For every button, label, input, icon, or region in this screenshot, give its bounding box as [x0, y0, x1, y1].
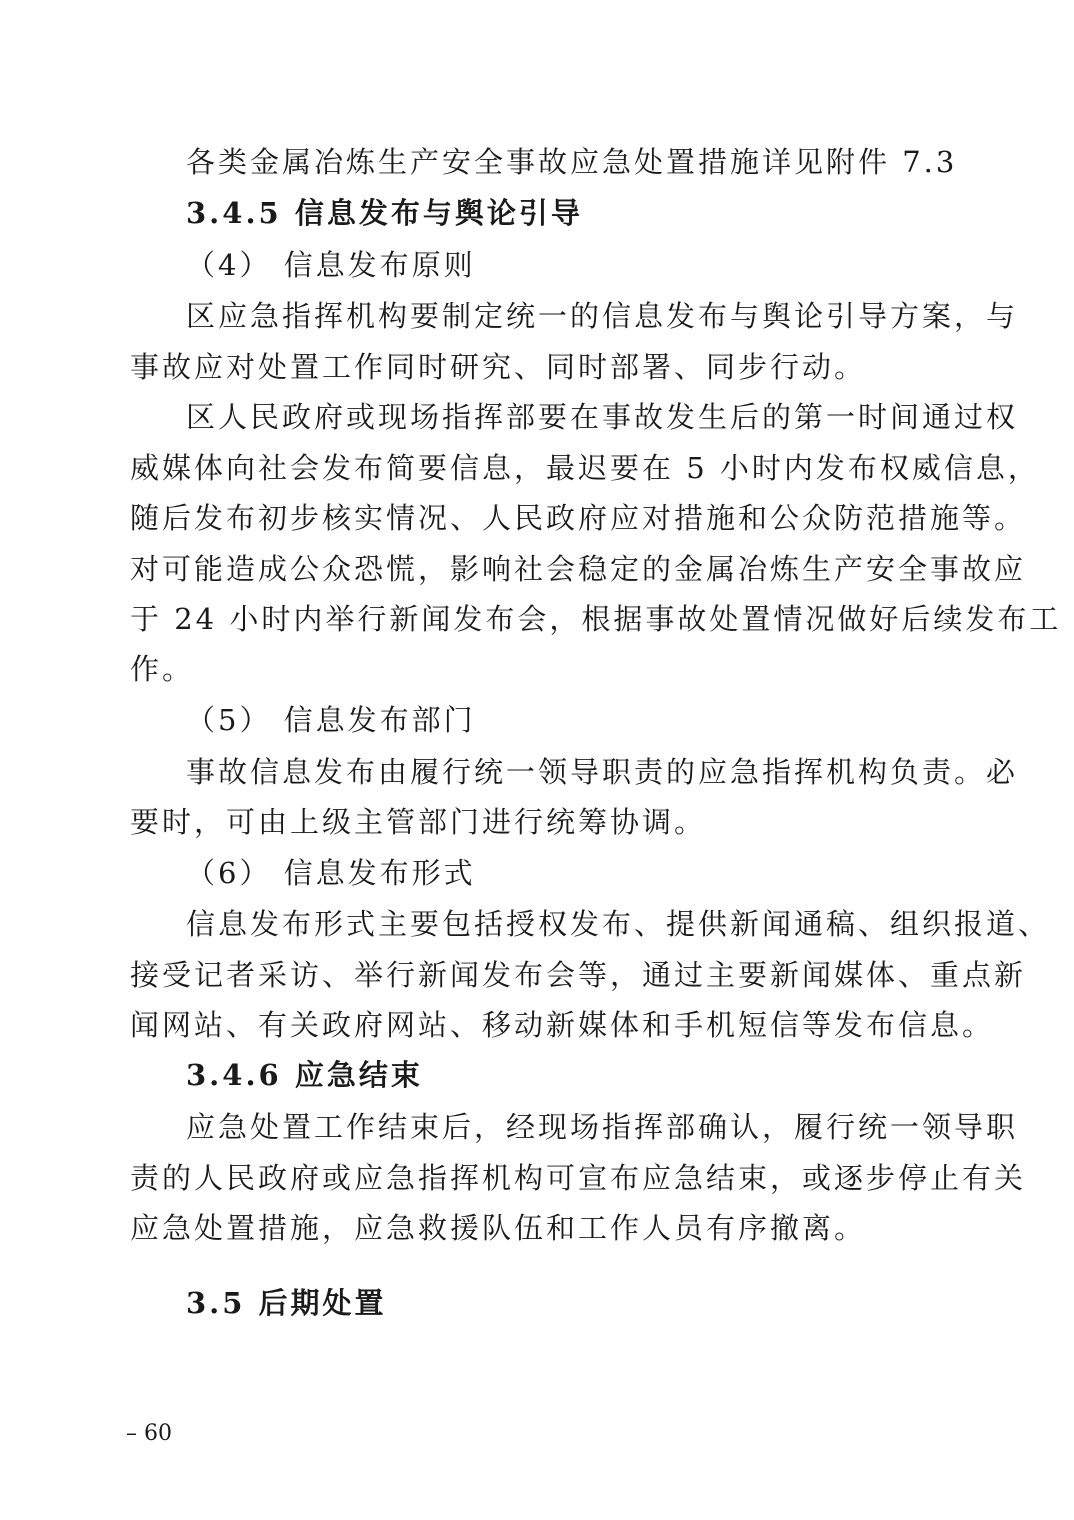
paragraph-line: 于 24 小时内举行新闻发布会，根据事故处置情况做好后续发布工: [130, 602, 1062, 636]
paragraph-line: 事故应对处置工作同时研究、同时部署、同步行动。: [130, 350, 867, 384]
paragraph-line: 闻网站、有关政府网站、移动新媒体和手机短信等发布信息。: [130, 1008, 995, 1042]
paragraph-line: 责的人民政府或应急指挥机构可宣布应急结束，或逐步停止有关: [130, 1161, 1027, 1195]
paragraph-line: 区人民政府或现场指挥部要在事故发生后的第一时间通过权: [186, 400, 1019, 434]
section-heading-3-5: 3.5 后期处置: [186, 1286, 387, 1320]
paragraph-line: 作。: [130, 652, 195, 686]
paragraph-line: 接受记者采访、举行新闻发布会等，通过主要新闻媒体、重点新: [130, 958, 1027, 992]
subheading-info-release-form: （6） 信息发布形式: [186, 856, 476, 890]
paragraph-line: 应急处置措施，应急救援队伍和工作人员有序撤离。: [130, 1211, 867, 1245]
paragraph-line: 区应急指挥机构要制定统一的信息发布与舆论引导方案，与: [186, 299, 1019, 333]
paragraph-line: 随后发布初步核实情况、人民政府应对措施和公众防范措施等。: [130, 501, 1027, 535]
paragraph-line: 威媒体向社会发布简要信息，最迟要在 5 小时内发布权威信息，: [130, 451, 1040, 485]
paragraph-line: 要时，可由上级主管部门进行统筹协调。: [130, 805, 707, 839]
page-number: – 60: [126, 1421, 172, 1446]
subheading-info-release-principle: （4） 信息发布原则: [186, 248, 476, 282]
paragraph-line: 应急处置工作结束后，经现场指挥部确认，履行统一领导职: [186, 1110, 1019, 1144]
subheading-info-release-department: （5） 信息发布部门: [186, 703, 476, 737]
paragraph-line: 信息发布形式主要包括授权发布、提供新闻通稿、组织报道、: [186, 907, 1051, 941]
section-heading-3-4-6: 3.4.6 应急结束: [186, 1058, 423, 1092]
text-line: 各类金属冶炼生产安全事故应急处置措施详见附件 7.3: [186, 145, 958, 179]
section-heading-3-4-5: 3.4.5 信息发布与舆论引导: [186, 196, 583, 230]
paragraph-line: 事故信息发布由履行统一领导职责的应急指挥机构负责。必: [186, 755, 1019, 789]
paragraph-line: 对可能造成公众恐慌，影响社会稳定的金属冶炼生产安全事故应: [130, 552, 1027, 586]
